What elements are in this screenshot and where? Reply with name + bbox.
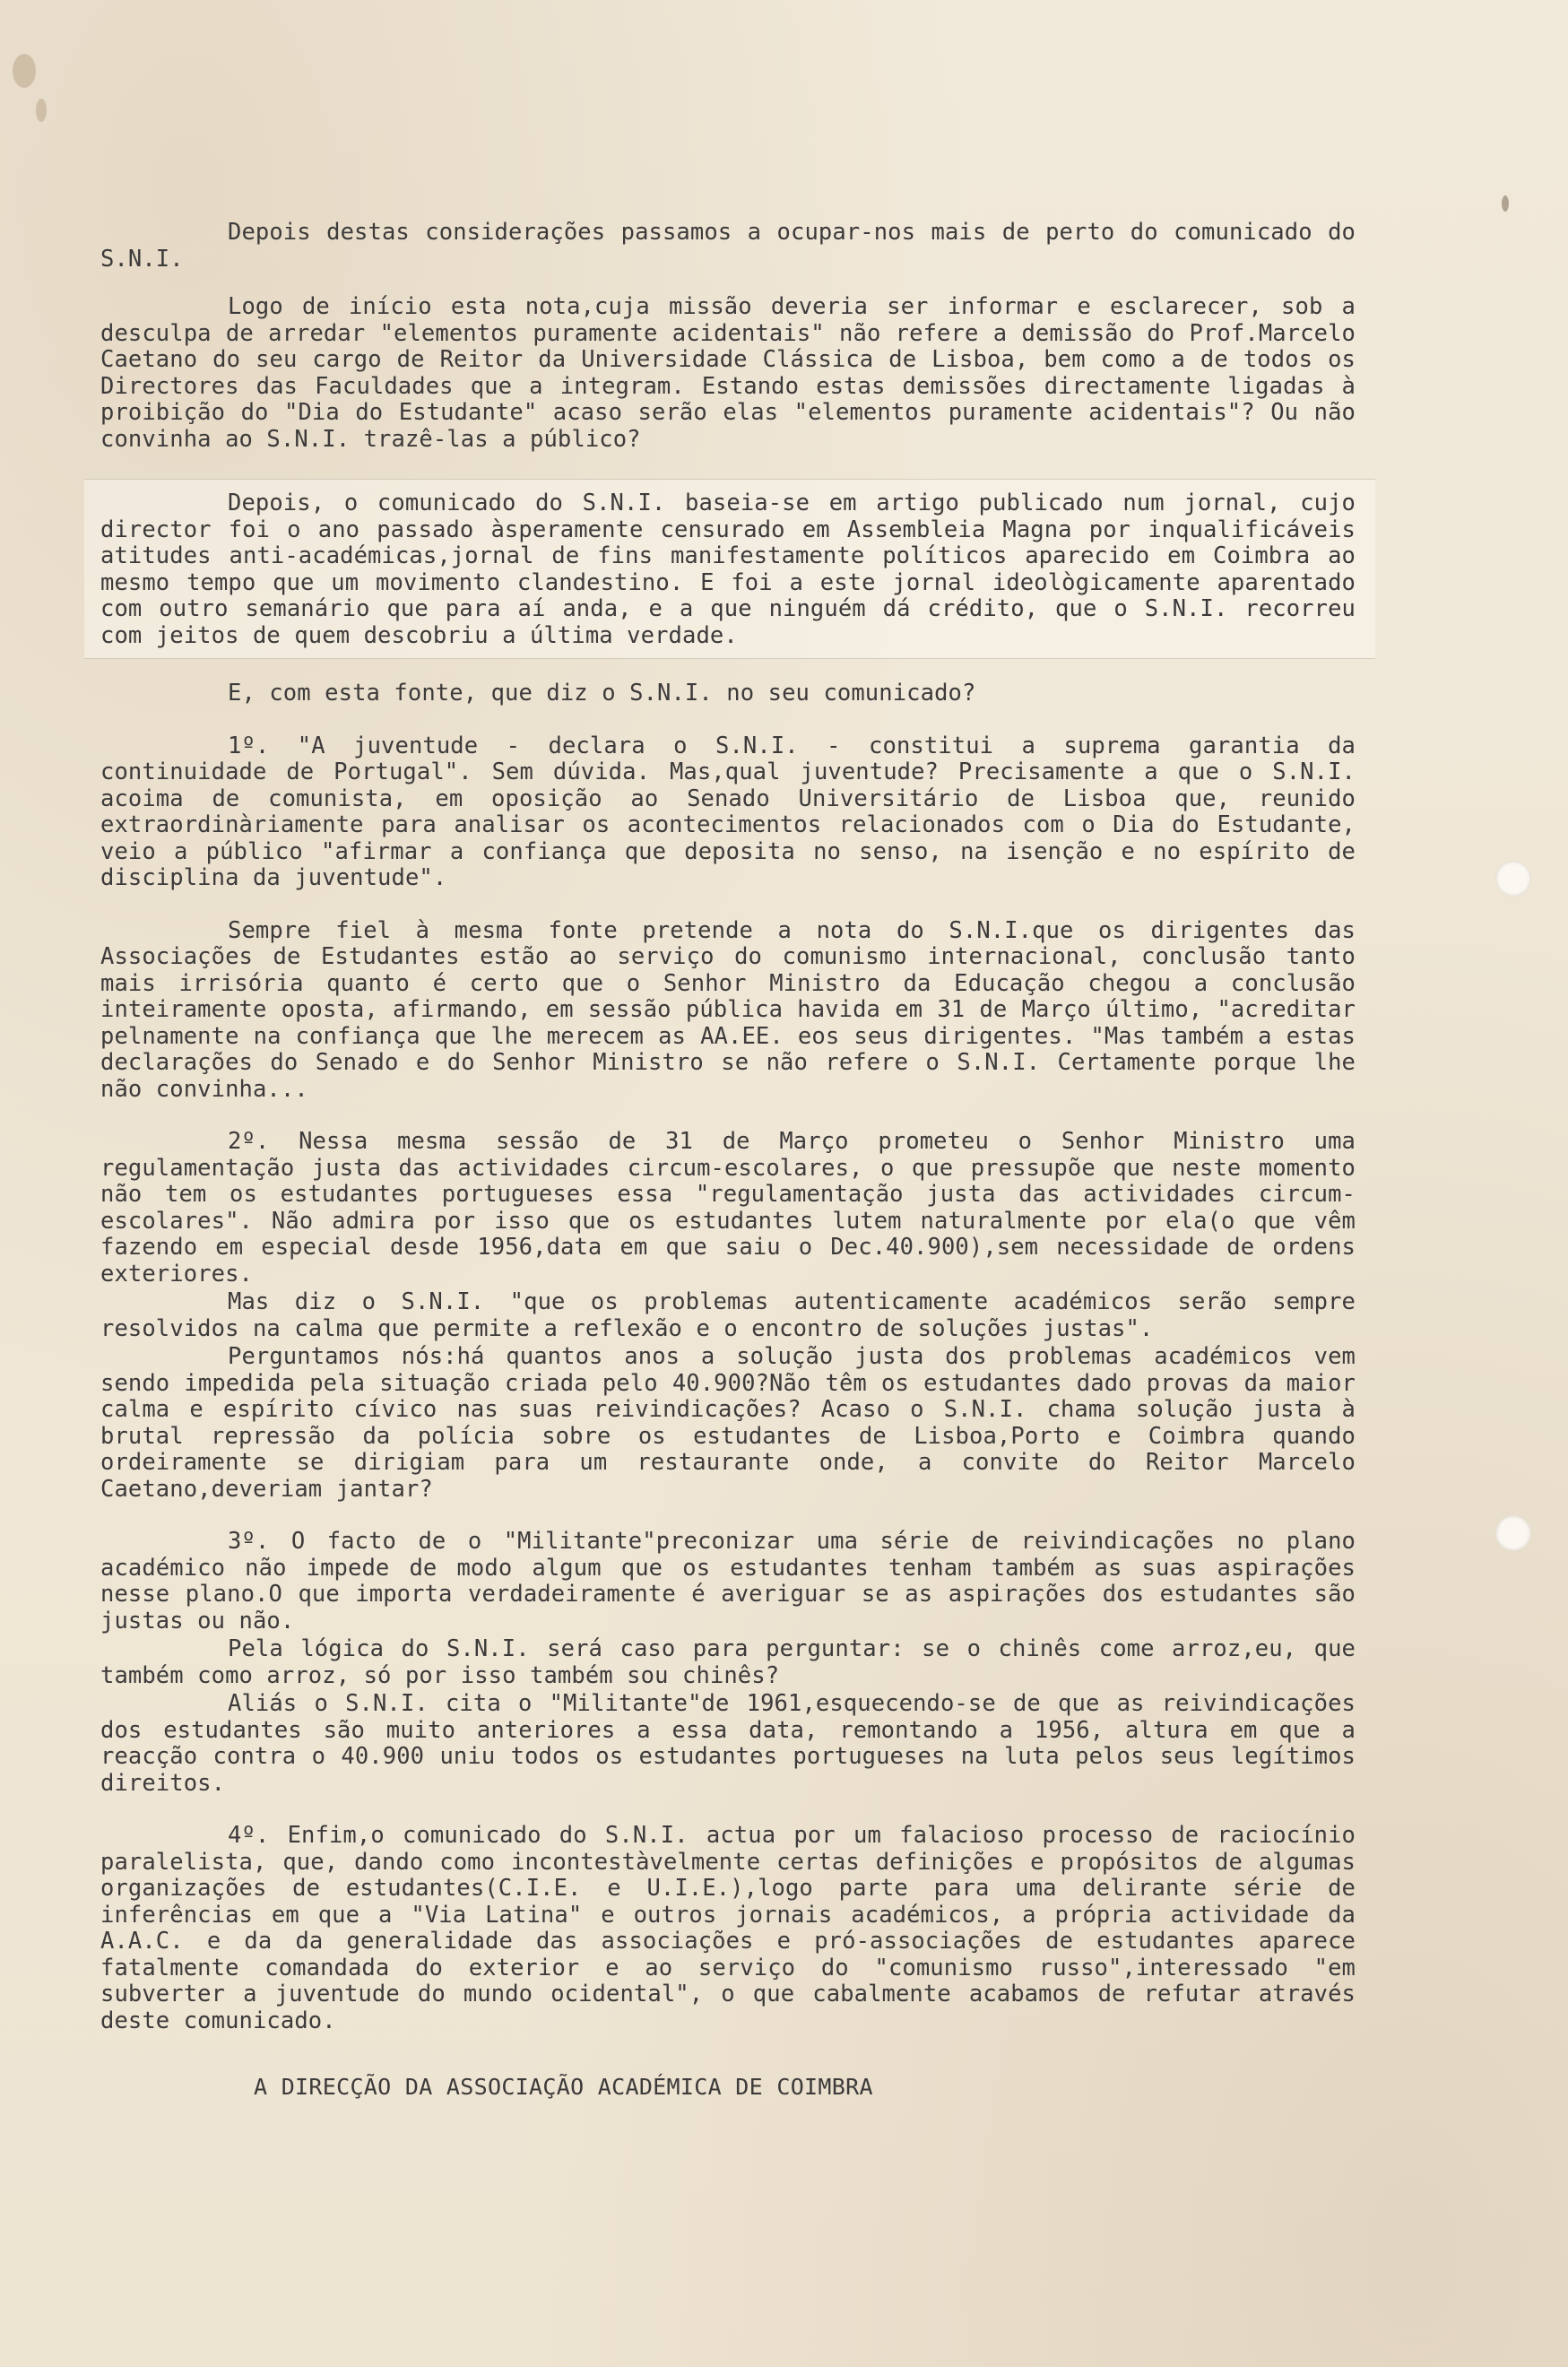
paragraph-logic: Pela lógica do S.N.I. será caso para perguntar: se o chinês come arroz,eu, que também como arroz, só por isso também sou chinês? <box>100 1635 1356 1689</box>
paragraph-point-1: 1º. "A juventude - declara o S.N.I. - constitui a suprema garantia da continuidade de Portugal". Sem dúvida. Mas,qual juventude? Precisamente a que o S.N.I. acoima de comunista, em oposição ao Senado Universitário de Lisboa que, reunido extraordinàriamente para analisar os acontecimentos relacionados com o Dia do Estudante, veio a público "afirmar a confiança que deposita no senso, na isenção e no espírito de disciplina da juventude". <box>100 732 1356 891</box>
paper-mark-right <box>1502 195 1509 212</box>
paragraph-point-3: 3º. O facto de o "Militante"preconizar uma série de reivindicações no plano académico não impede de modo algum que os estudantes tenham também as suas aspirações nesse plano.O que importa verdadeiramente é averiguar se as aspirações dos estudantes são justas ou não. <box>100 1528 1356 1634</box>
paragraph-question-source: E, com esta fonte, que diz o S.N.I. no seu comunicado? <box>228 680 976 707</box>
paragraph-academic-problems: Mas diz o S.N.I. "que os problemas autenticamente académicos serão sempre resolvidos na calma que permite a reflexão e o encontro de soluções justas". <box>100 1288 1356 1342</box>
punch-hole-lower <box>1495 1515 1531 1551</box>
paper-stain-left <box>36 99 47 122</box>
paragraph-point-2: 2º. Nessa mesma sessão de 31 de Março prometeu o Senhor Ministro uma regulamentação justa das actividades circum-escolares, o que pressupõe que neste momento não tem os estudantes portugueses essa "regulamentação justa das actividades circum-escolares". Não admira por isso que os estudantes lutem naturalmente por ela(o que vêm fazendo em especial desde 1956,data em que saiu o Dec.40.900),sem necessidade de ordens exteriores. <box>100 1128 1356 1288</box>
paragraph-source-journal: Depois, o comunicado do S.N.I. baseia-se em artigo publicado num jornal, cujo director foi o ano passado àsperamente censurado em Assembleia Magna por inqualificáveis atitudes anti-académicas,jornal de fins manifestamente políticos aparecido em Coimbra ao mesmo tempo que um movimento clandestino. E foi a este jornal ideològicamente aparentado com outro semanário que para aí anda, e a que ninguém dá crédito, que o S.N.I. recorreu com jeitos de quem descobriu a última verdade. <box>100 490 1356 649</box>
paragraph-associations: Sempre fiel à mesma fonte pretende a nota do S.N.I.que os dirigentes das Associações de Estudantes estão ao serviço do comunismo internacional, conclusão tanto mais irrisória quanto é certo que o Senhor Ministro da Educação chegou a conclusão inteiramente oposta, afirmando, em sessão pública havida em 31 de Março último, "acreditar pelnamente na confiança que lhe merecem as AA.EE. eos seus dirigentes. "Mas também a estas declarações do Senado e do Senhor Ministro se não refere o S.N.I. Certamente porque lhe não convinha... <box>100 916 1356 1103</box>
communique-body <box>100 220 1356 2060</box>
paragraph-intro: Depois destas considerações passamos a ocupar-nos mais de perto do comunicado do S.N.I. <box>100 219 1356 273</box>
paragraph-militante-1961: Aliás o S.N.I. cita o "Militante"de 1961,esquecendo-se de que as reivindicações dos estudantes são muito anteriores a essa data, remontando a 1956, altura em que a reacção contra o 40.900 uniu todos os estudantes portugueses na luta pelos seus legítimos direitos. <box>100 1690 1356 1797</box>
paragraph-point-4: 4º. Enfim,o comunicado do S.N.I. actua por um falacioso processo de raciocínio paralelista, que, dando como incontestàvelmente certas definições e propósitos de algumas organizações de estudantes(C.I.E. e U.I.E.),logo parte para uma delirante série de inferências em que a "Via Latina" e outros jornais académicos, a própria actividade da A.A.C. e da da generalidade das associações e pró-associações de estudantes aparece fatalmente comandada do exterior e ao serviço do "comunismo russo",interessado "em subverter a juventude do mundo ocidental", o que cabalmente acabamos de refutar através deste comunicado. <box>100 1822 1356 2034</box>
paragraph-question-solutions: Perguntamos nós:há quantos anos a solução justa dos problemas académicos vem sendo impedida pela situação criada pelo 40.900?Não têm os estudantes dado provas da maior calma e espírito cívico nas suas reivindicações? Acaso o S.N.I. chama solução justa à brutal repressão da polícia sobre os estudantes de Lisboa,Porto e Coimbra quando ordeiramente se dirigiam para um restaurante onde, a convite do Reitor Marcelo Caetano,deveriam jantar? <box>100 1343 1356 1503</box>
signature-line: A DIRECÇÃO DA ASSOCIAÇÃO ACADÉMICA DE COIMBRA <box>254 2074 873 2100</box>
paper-stain-top-left <box>13 54 36 88</box>
punch-hole-upper <box>1495 861 1531 897</box>
pasted-correction-strip <box>84 479 1375 659</box>
paragraph-first-note: Logo de início esta nota,cuja missão deveria ser informar e esclarecer, sob a desculpa de arredar "elementos puramente acidentais" não refere a demissão do Prof.Marcelo Caetano do seu cargo de Reitor da Universidade Clássica de Lisboa, bem como a de todos os Directores das Faculdades que a integram. Estando estas demissões directamente ligadas à proibição do "Dia do Estudante" acaso serão elas "elementos puramente acidentais"? Ou não convinha ao S.N.I. trazê-las a público? <box>100 293 1356 453</box>
